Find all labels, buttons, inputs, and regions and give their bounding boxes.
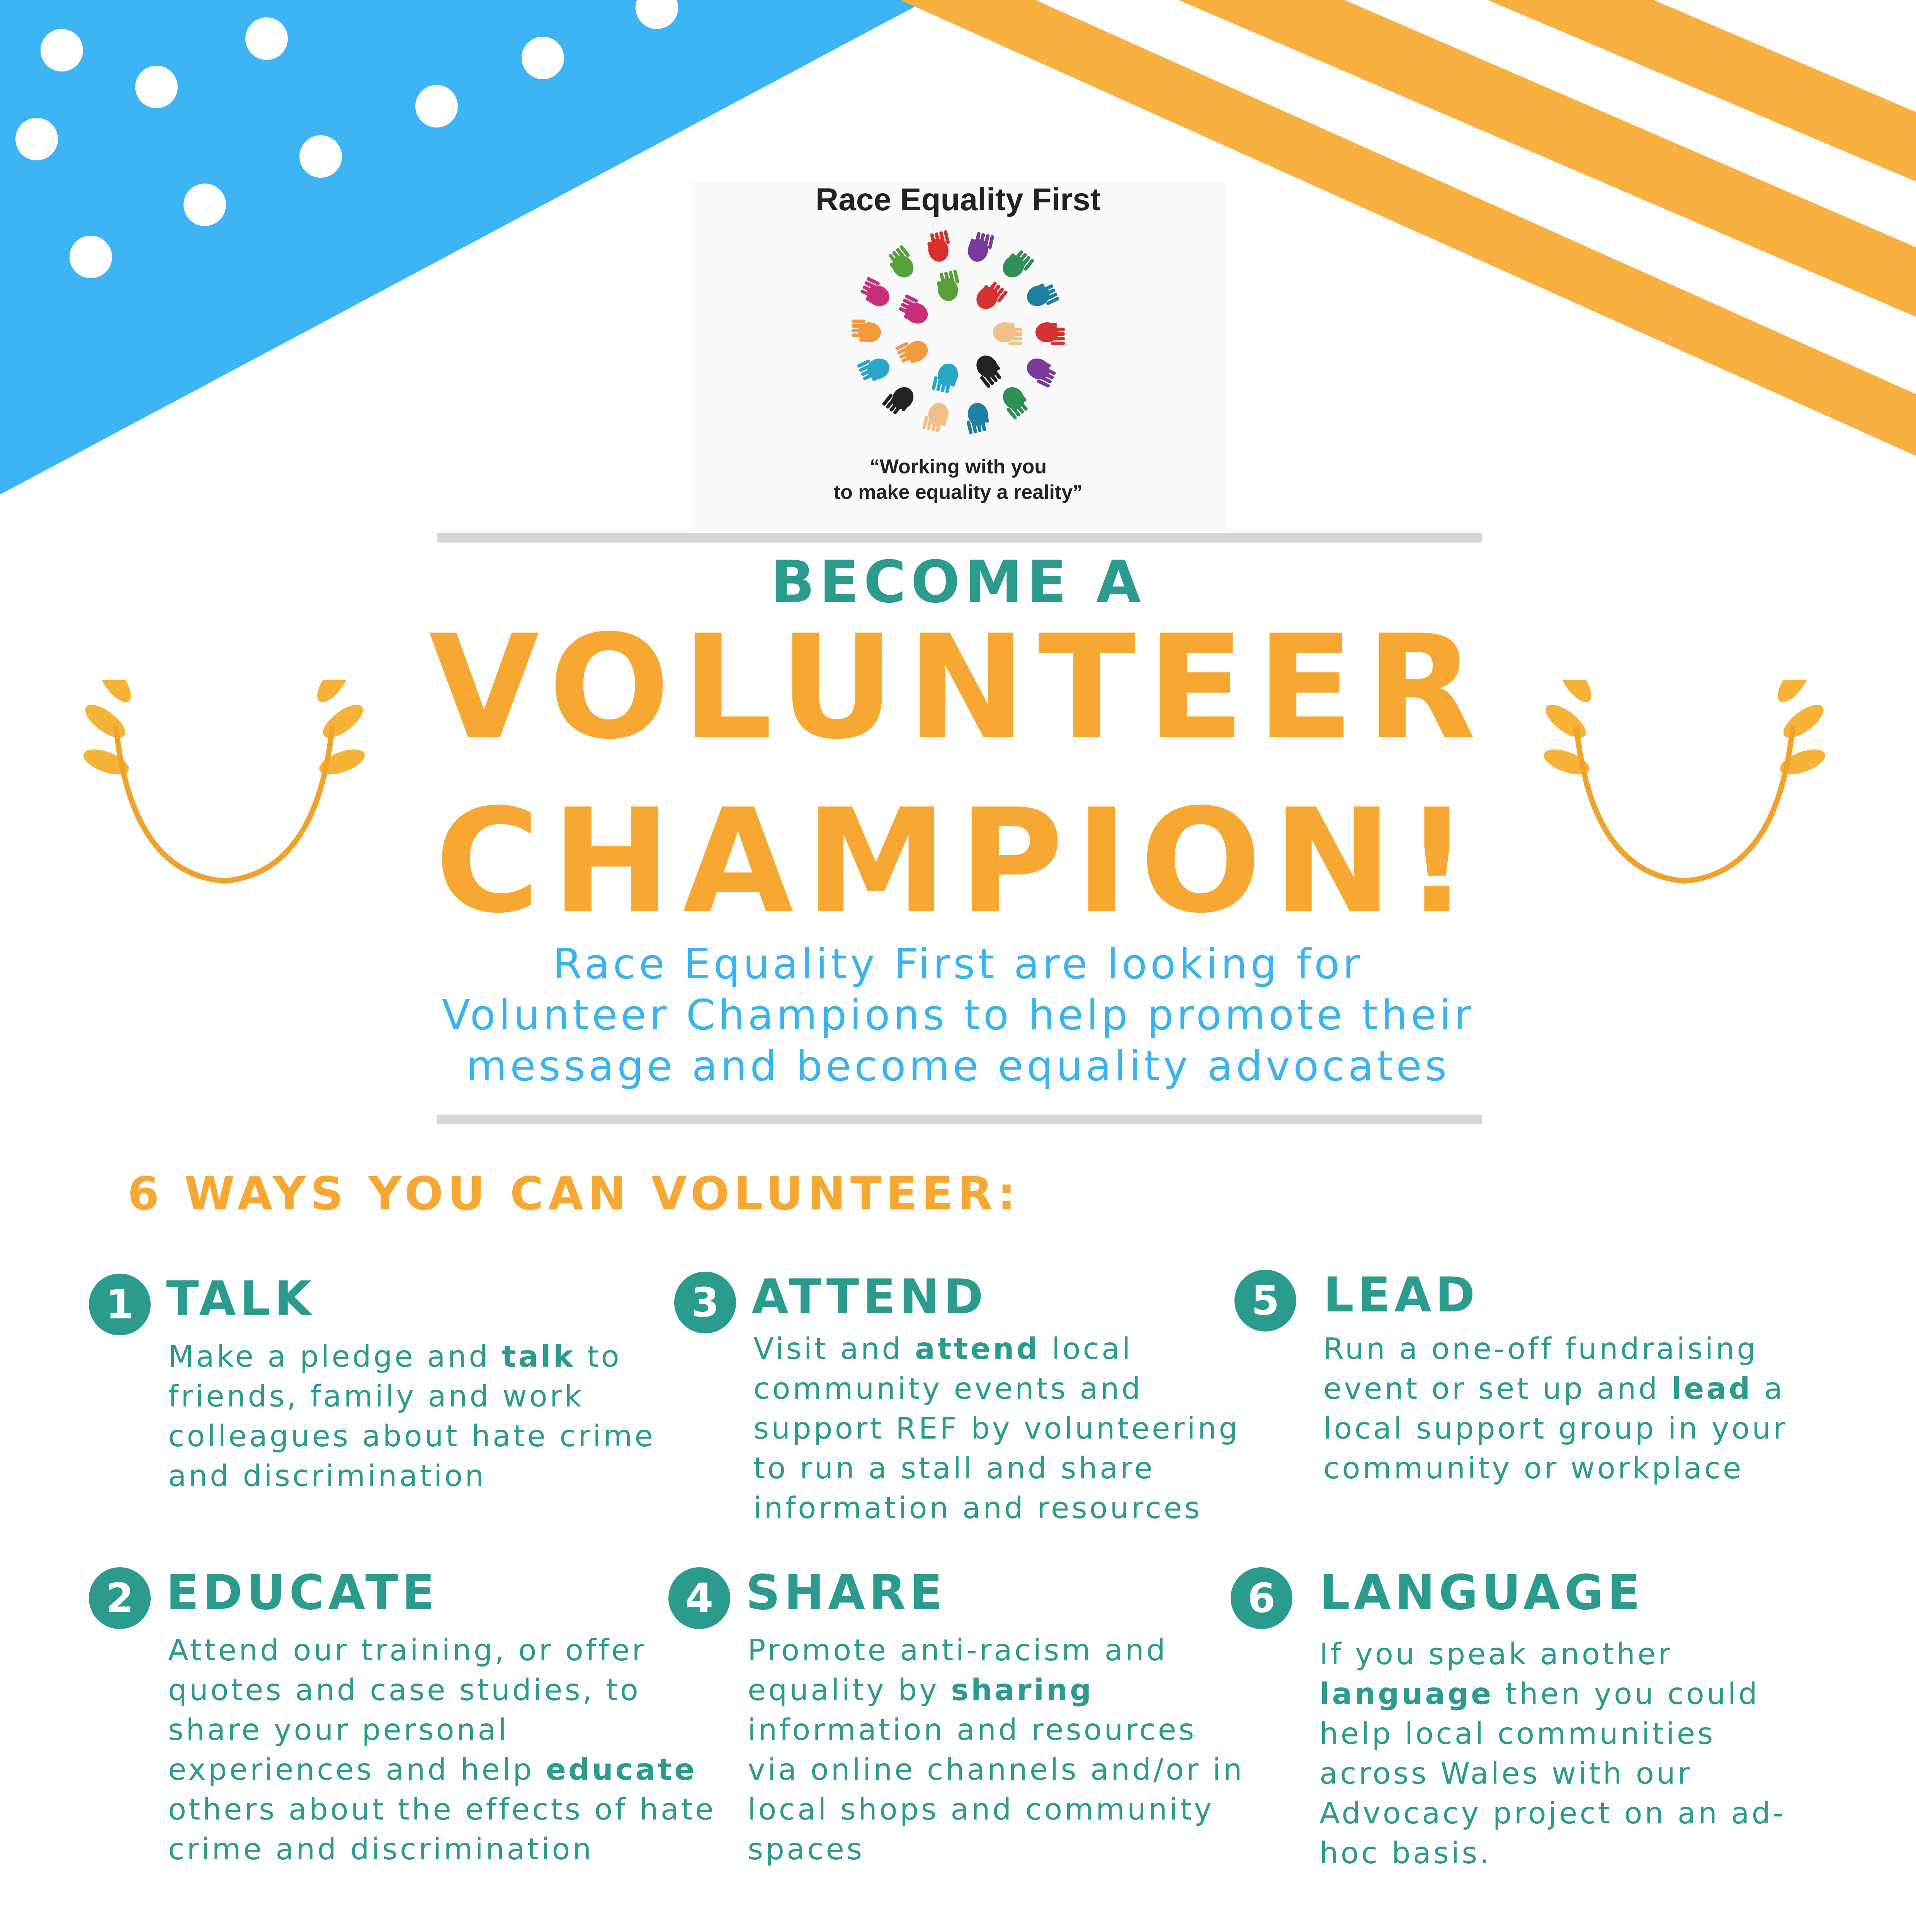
intro-line2: Volunteer Champions to help promote their <box>442 991 1474 1039</box>
top-divider <box>437 533 1482 543</box>
way-number-badge: 3 <box>674 1272 736 1333</box>
logo-tagline-line1: “Working with you <box>869 456 1047 478</box>
hands-circle-logo-icon <box>838 224 1078 440</box>
logo-tagline-line2: to make equality a reality” <box>833 481 1083 503</box>
way-title: LANGUAGE <box>1319 1565 1644 1621</box>
intro-text <box>0 939 1916 1092</box>
way-description: Promote anti-racism and equality by sharing information and resources via online channels and/or in local shops and community spaces <box>748 1633 1244 1867</box>
way-description: Make a pledge and talk to friends, family and work colleagues about hate crime and discrimination <box>168 1340 655 1493</box>
way-description: If you speak another language then you could help local communities across Wales with our Advocacy project on an ad-hoc basis. <box>1319 1637 1786 1871</box>
way-description: Visit and attend local community events and support REF by volunteering to run a stall and share information and resources <box>753 1332 1240 1526</box>
become-a-heading: BECOME A <box>770 549 1146 616</box>
way-title: TALK <box>166 1271 316 1327</box>
way-title: EDUCATE <box>166 1565 439 1621</box>
volunteer-heading: VOLUNTEER <box>428 605 1488 771</box>
way-number-badge: 6 <box>1231 1567 1292 1629</box>
way-description: Attend our training, or offer quotes and case studies, to share your personal experiences and help educate others about the effects of hate crime and discrimination <box>168 1633 716 1867</box>
way-title: SHARE <box>746 1565 947 1621</box>
way-number-badge: 2 <box>89 1567 151 1629</box>
champion-heading: CHAMPION! <box>435 779 1481 945</box>
race-equality-first-logo <box>692 182 1225 529</box>
way-number-badge: 1 <box>89 1274 151 1335</box>
way-number-badge: 5 <box>1234 1270 1296 1332</box>
bottom-divider <box>437 1115 1482 1124</box>
logo-title: Race Equality First <box>815 182 1101 217</box>
way-description: Run a one-off fundraising event or set up and lead a local support group in your community or workplace <box>1323 1332 1788 1486</box>
logo-tagline <box>692 454 1225 505</box>
ways-heading: 6 WAYS YOU CAN VOLUNTEER: <box>128 1167 1020 1220</box>
way-title: ATTEND <box>751 1269 987 1325</box>
way-title: LEAD <box>1323 1267 1479 1323</box>
laurel-wreath-icon <box>1542 680 1828 896</box>
laurel-wreath-icon <box>81 680 367 896</box>
intro-line3: message and become equality advocates <box>466 1042 1450 1090</box>
intro-line1: Race Equality First are looking for <box>553 940 1363 988</box>
way-number-badge: 4 <box>668 1567 730 1629</box>
